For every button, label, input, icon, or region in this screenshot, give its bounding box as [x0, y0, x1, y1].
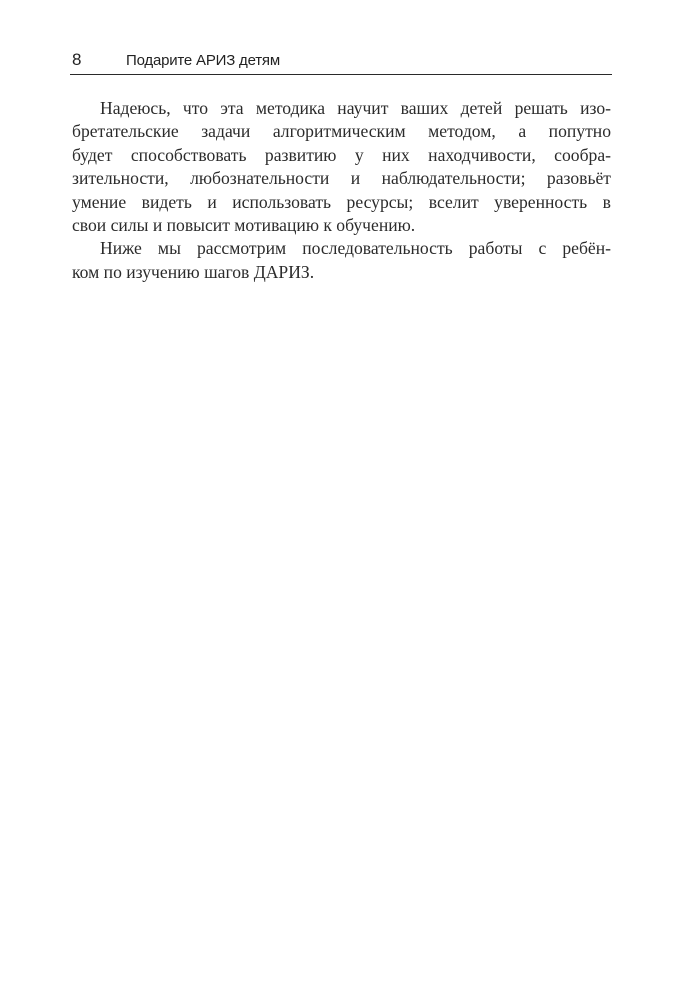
- text-line: бретательские задачи алгоритмическим методом, а попутно: [72, 121, 611, 142]
- text-line: будет способствовать развитию у них находчивости, сообра-: [72, 144, 611, 165]
- text-line: свои силы и повысит мотивацию к обучению.: [72, 215, 416, 236]
- text-line: ком по изучению шагов ДАРИЗ.: [72, 261, 315, 282]
- text-line: зительности, любознательности и наблюдательности; разовьёт: [72, 168, 611, 189]
- running-head: [70, 48, 612, 75]
- page-number: 8: [72, 50, 82, 69]
- paragraph-2: [72, 237, 611, 284]
- paragraph-1: [72, 97, 611, 237]
- text-line: Надеюсь, что эта методика научит ваших детей решать изо-: [100, 98, 611, 118]
- body-text: [72, 97, 611, 284]
- running-title: Подарите АРИЗ детям: [126, 52, 280, 69]
- text-line: Ниже мы рассмотрим последовательность работы с ребён-: [100, 238, 611, 259]
- text-line: умение видеть и использовать ресурсы; вселит уверенность в: [72, 191, 611, 212]
